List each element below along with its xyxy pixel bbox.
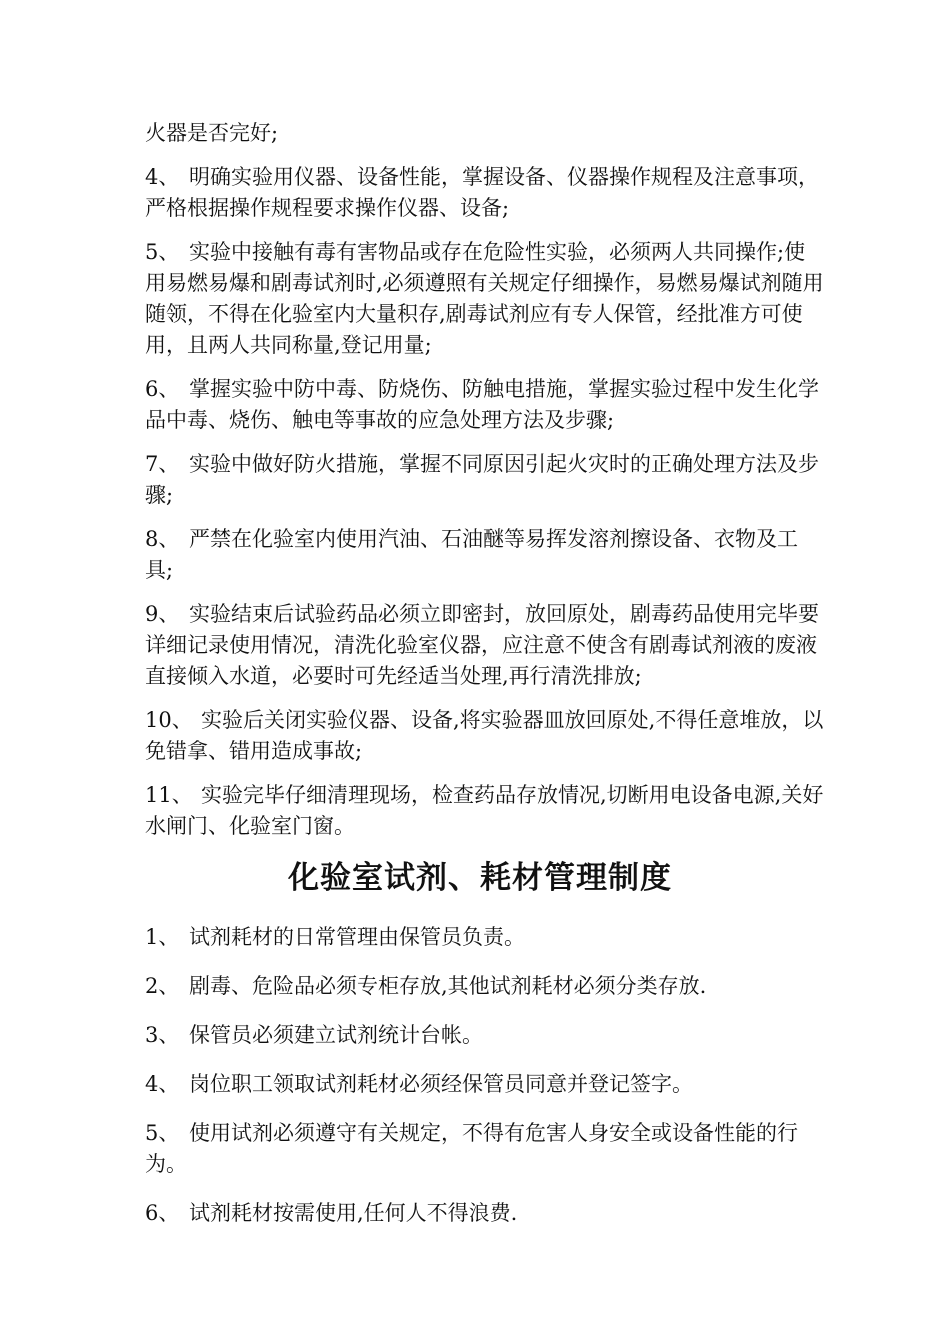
lead-line: 火器是否完好; — [145, 121, 279, 145]
list-item — [145, 971, 825, 1002]
item-text: 试剂耗材的日常管理由保管员负责。 — [189, 925, 525, 949]
item-number: 5、 — [145, 240, 180, 264]
item-number: 8、 — [145, 527, 180, 551]
list-item — [145, 237, 825, 361]
document-page — [145, 118, 825, 1247]
list-item — [145, 1118, 825, 1180]
item-text: 实验后关闭实验仪器、设备,将实验器皿放回原处,不得任意堆放，以免错拿、错用造成事故; — [145, 708, 824, 763]
item-number: 1、 — [145, 925, 180, 949]
list-item — [145, 449, 825, 511]
item-number: 3、 — [145, 1023, 180, 1047]
item-number: 9、 — [145, 602, 180, 626]
item-number: 6、 — [145, 377, 180, 401]
section-title: 化验室试剂、耗材管理制度 — [288, 860, 672, 896]
item-text: 岗位职工领取试剂耗材必须经保管员同意并登记签字。 — [189, 1072, 693, 1096]
list-item — [145, 705, 825, 767]
item-text: 使用试剂必须遵守有关规定，不得有危害人身安全或设备性能的行为。 — [145, 1121, 798, 1176]
item-number: 7、 — [145, 452, 180, 476]
item-text: 实验中接触有毒有害物品或存在危险性实验，必须两人共同操作;使用易燃易爆和剧毒试剂时,必须遵照有关规定仔细操作，易燃易爆试剂随用随领，不得在化验室内大量积存,剧毒试剂应有专人保管，经批准方可使用，且两人共同称量,登记用量; — [145, 240, 824, 357]
list-item — [145, 780, 825, 842]
item-text: 实验中做好防火措施，掌握不同原因引起火灾时的正确处理方法及步骤; — [145, 452, 819, 507]
item-number: 6、 — [145, 1201, 180, 1225]
item-number: 2、 — [145, 974, 180, 998]
item-text: 掌握实验中防中毒、防烧伤、防触电措施，掌握实验过程中发生化学品中毒、烧伤、触电等事故的应急处理方法及步骤; — [145, 377, 819, 432]
list-item — [145, 1198, 825, 1229]
item-text: 保管员必须建立试剂统计台帐。 — [189, 1023, 483, 1047]
item-text: 实验完毕仔细清理现场，检查药品存放情况,切断用电设备电源,关好水闸门、化验室门窗。 — [145, 783, 824, 838]
item-number: 11、 — [145, 783, 193, 807]
list-item — [145, 599, 825, 692]
list-item — [145, 374, 825, 436]
item-text: 试剂耗材按需使用,任何人不得浪费. — [189, 1201, 518, 1225]
list-item — [145, 1020, 825, 1051]
item-text: 明确实验用仪器、设备性能，掌握设备、仪器操作规程及注意事项，严格根据操作规程要求操作仪器、设备; — [145, 165, 819, 220]
item-number: 4、 — [145, 1072, 180, 1096]
item-text: 剧毒、危险品必须专柜存放,其他试剂耗材必须分类存放. — [189, 974, 707, 998]
item-text: 严禁在化验室内使用汽油、石油醚等易挥发溶剂擦设备、衣物及工具; — [145, 527, 798, 582]
list-item — [145, 922, 825, 953]
list-item — [145, 162, 825, 224]
item-number: 10、 — [145, 708, 193, 732]
list-item — [145, 1069, 825, 1100]
list-item — [145, 524, 825, 586]
item-text: 实验结束后试验药品必须立即密封，放回原处，剧毒药品使用完毕要详细记录使用情况，清洗化验室仪器，应注意不使含有剧毒试剂液的废液直接倾入水道，必要时可先经适当处理,再行清洗排放; — [145, 602, 819, 688]
item-number: 4、 — [145, 165, 180, 189]
item-number: 5、 — [145, 1121, 180, 1145]
